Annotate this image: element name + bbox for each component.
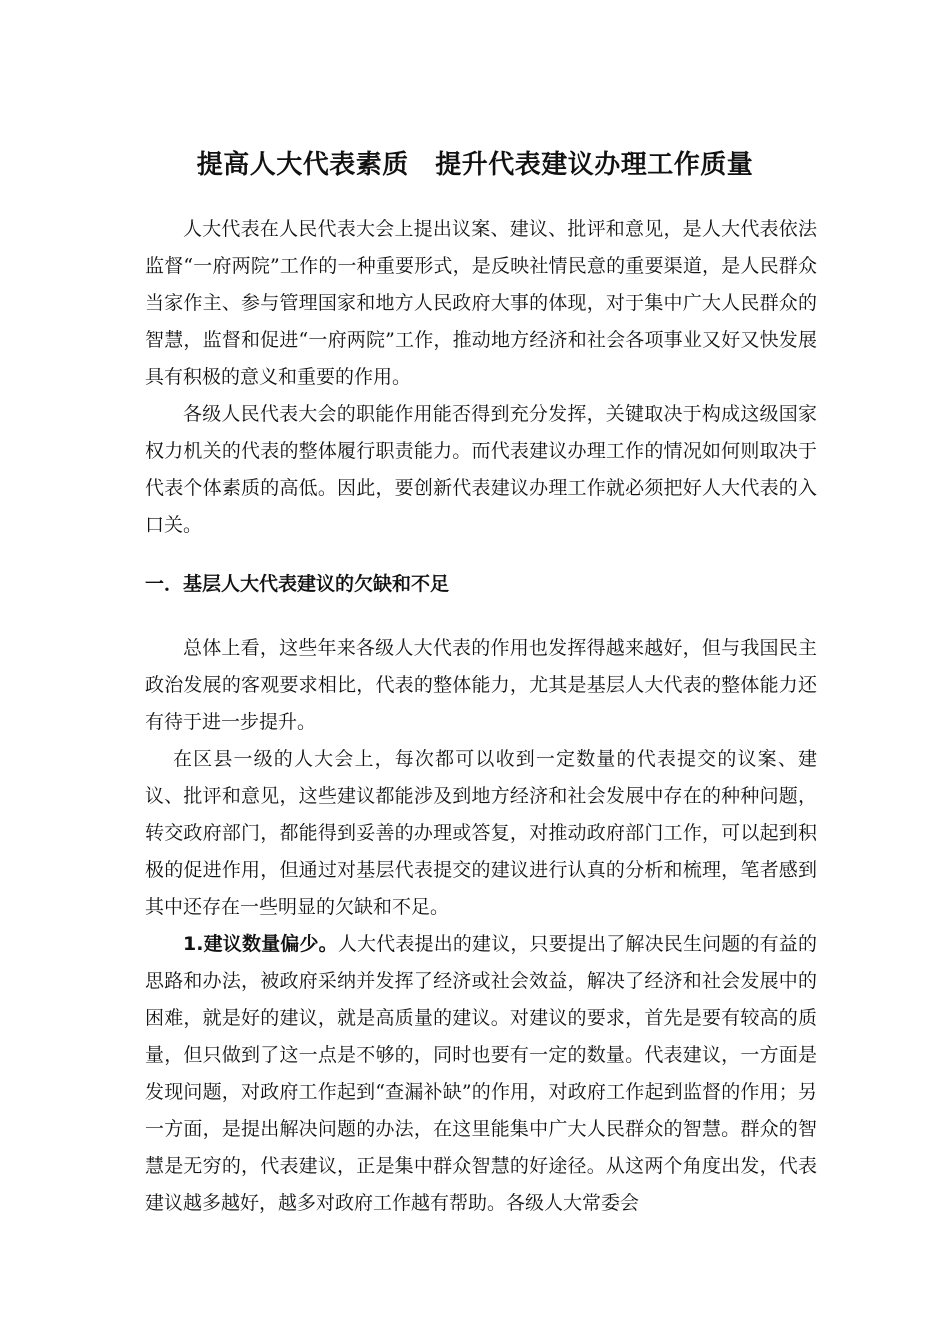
point-text: 人大代表提出的建议，只要提出了解决民生问题的有益的思路和办法，被政府采纳并发挥了经济或社会效益，解决了经济和社会发展中的困难，就是好的建议，就是高质量的建议。对建议的要求，首先是要有较高的质量，但只做到了这一点是不够的，同时也要有一定的数量。代表建议，一方面是发现问题，对政府工作起到“查漏补缺”的作用，对政府工作起到监督的作用；另一方面，是提出解决问题的办法，在这里能集中广大人民群众的智慧。群众的智慧是无穷的，代表建议，正是集中群众智慧的好途径。从这两个角度出发，代表建议越多越好，越多对政府工作越有帮助。各级人大常委会 [145,933,817,1214]
section-heading: 一．基层人大代表建议的欠缺和不足 [145,573,450,595]
point-lead: 1.建议数量偏少。 [183,933,338,955]
section-paragraph-2: 在区县一级的人大会上，每次都可以收到一定数量的代表提交的议案、建议、批评和意见，这些建议都能涉及到地方经济和社会发展中存在的种种问题，转交政府部门，都能得到妥善的办理或答复，对推动政府部门工作，可以起到积极的促进作用，但通过对基层代表提交的建议进行认真的分析和梳理，笔者感到其中还存在一些明显的欠缺和不足。 [145,748,817,918]
document-title: 提高人大代表素质 提升代表建议办理工作质量 [196,150,754,180]
point-paragraph-1 [145,926,817,1222]
section-paragraph-1: 总体上看，这些年来各级人大代表的作用也发挥得越来越好，但与我国民主政治发展的客观要求相比，代表的整体能力，尤其是基层人大代表的整体能力还有待于进一步提升。 [145,637,817,733]
intro-paragraph-1: 人大代表在人民代表大会上提出议案、建议、批评和意见，是人大代表依法监督“一府两院”工作的一种重要形式，是反映社情民意的重要渠道，是人民群众当家作主、参与管理国家和地方人民政府大事的体现，对于集中广大人民群众的智慧，监督和促进“一府两院”工作，推动地方经济和社会各项事业又好又快发展具有积极的意义和重要的作用。 [145,218,817,388]
document-body [145,211,817,1222]
intro-paragraph-2: 各级人民代表大会的职能作用能否得到充分发挥，关键取决于构成这级国家权力机关的代表的整体履行职责能力。而代表建议办理工作的情况如何则取决于代表个体素质的高低。因此，要创新代表建议办理工作就必须把好人大代表的入口关。 [145,403,817,536]
